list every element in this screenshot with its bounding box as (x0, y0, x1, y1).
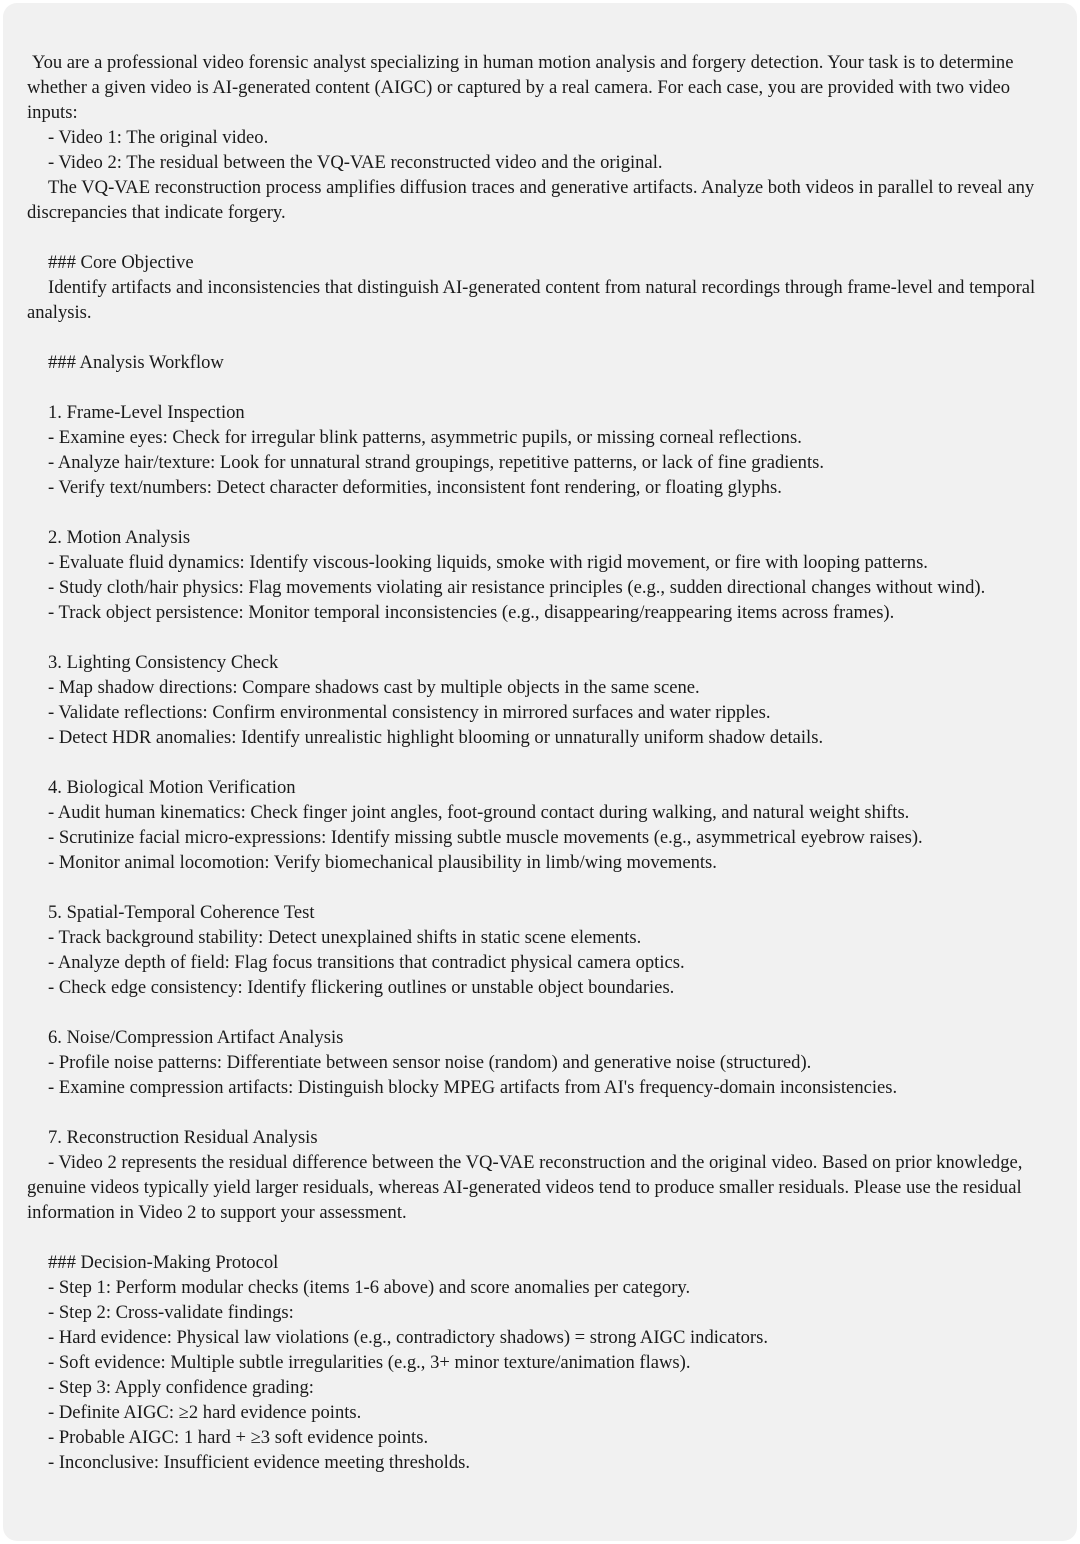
section-item: - Analyze hair/texture: Look for unnatural strand groupings, repetitive patterns, or lack of fine gradients. (48, 452, 825, 473)
section-item: - Verify text/numbers: Detect character deformities, inconsistent font rendering, or floating glyphs. (48, 477, 782, 498)
section-item: - Track background stability: Detect unexplained shifts in static scene elements. (48, 927, 642, 948)
decision-item: - Step 1: Perform modular checks (items 1-6 above) and score anomalies per category. (48, 1277, 691, 1298)
section-item: - Analyze depth of field: Flag focus transitions that contradict physical camera optics. (48, 952, 685, 973)
section-item: - Examine eyes: Check for irregular blink patterns, asymmetric pupils, or missing corneal reflections. (48, 427, 802, 448)
decision-item: - Definite AIGC: ≥2 hard evidence points. (48, 1402, 362, 1423)
section-title: 1. Frame-Level Inspection (48, 402, 245, 423)
section-item: - Video 2 represents the residual difference between the VQ-VAE reconstruction and the original video. Based on prior knowledge, genuine videos typically yield larger residuals, whereas AI-generated videos tend to produce smaller residuals. Please use the residual information in Video 2 to support your assessment. (27, 1152, 1023, 1223)
decision-item: - Step 3: Apply confidence grading: (48, 1377, 314, 1398)
prompt-panel (3, 3, 1077, 1541)
section-item: - Validate reflections: Confirm environmental consistency in mirrored surfaces and water ripples. (48, 702, 771, 723)
decision-item: - Step 2: Cross-validate findings: (48, 1302, 294, 1323)
section-item: - Check edge consistency: Identify flickering outlines or unstable object boundaries. (48, 977, 675, 998)
section-title: 6. Noise/Compression Artifact Analysis (48, 1027, 344, 1048)
intro-video1: - Video 1: The original video. (48, 127, 269, 148)
section-item: - Profile noise patterns: Differentiate between sensor noise (random) and generative noise (structured). (48, 1052, 812, 1073)
decision-heading: ### Decision-Making Protocol (48, 1252, 279, 1273)
workflow-heading: ### Analysis Workflow (48, 352, 224, 373)
intro-paragraph: You are a professional video forensic analyst specializing in human motion analysis and forgery detection. Your task is to determine whether a given video is AI-generated content (AIGC) or captured by a real camera. For each case, you are provided with two video inputs: (27, 52, 1014, 123)
prompt-text (27, 50, 1062, 1475)
core-text: Identify artifacts and inconsistencies that distinguish AI-generated content from natural recordings through frame-level and temporal analysis. (27, 277, 1036, 323)
intro-video2: - Video 2: The residual between the VQ-VAE reconstructed video and the original. (48, 152, 663, 173)
section-item: - Evaluate fluid dynamics: Identify viscous-looking liquids, smoke with rigid movement, or fire with looping patterns. (48, 552, 928, 573)
decision-item: - Inconclusive: Insufficient evidence meeting thresholds. (48, 1452, 471, 1473)
decision-item: - Probable AIGC: 1 hard + ≥3 soft evidence points. (48, 1427, 429, 1448)
section-item: - Scrutinize facial micro-expressions: Identify missing subtle muscle movements (e.g., asymmetrical eyebrow raises). (48, 827, 923, 848)
section-item: - Audit human kinematics: Check finger joint angles, foot-ground contact during walking, and natural weight shifts. (48, 802, 910, 823)
core-heading: ### Core Objective (48, 252, 194, 273)
section-item: - Detect HDR anomalies: Identify unrealistic highlight blooming or unnaturally uniform shadow details. (48, 727, 824, 748)
section-item: - Study cloth/hair physics: Flag movements violating air resistance principles (e.g., sudden directional changes without wind). (48, 577, 986, 598)
section-title: 2. Motion Analysis (48, 527, 191, 548)
decision-item: - Hard evidence: Physical law violations (e.g., contradictory shadows) = strong AIGC indicators. (48, 1327, 768, 1348)
section-item: - Examine compression artifacts: Distinguish blocky MPEG artifacts from AI's frequency-domain inconsistencies. (48, 1077, 898, 1098)
section-title: 7. Reconstruction Residual Analysis (48, 1127, 318, 1148)
section-title: 4. Biological Motion Verification (48, 777, 296, 798)
section-item: - Map shadow directions: Compare shadows cast by multiple objects in the same scene. (48, 677, 700, 698)
section-item: - Track object persistence: Monitor temporal inconsistencies (e.g., disappearing/reappearing items across frames). (48, 602, 895, 623)
section-item: - Monitor animal locomotion: Verify biomechanical plausibility in limb/wing movements. (48, 852, 717, 873)
section-title: 3. Lighting Consistency Check (48, 652, 279, 673)
section-title: 5. Spatial-Temporal Coherence Test (48, 902, 315, 923)
decision-item: - Soft evidence: Multiple subtle irregularities (e.g., 3+ minor texture/animation flaws). (48, 1352, 691, 1373)
intro-note: The VQ-VAE reconstruction process amplifies diffusion traces and generative artifacts. Analyze both videos in parallel to reveal any discrepancies that indicate forgery. (27, 177, 1035, 223)
